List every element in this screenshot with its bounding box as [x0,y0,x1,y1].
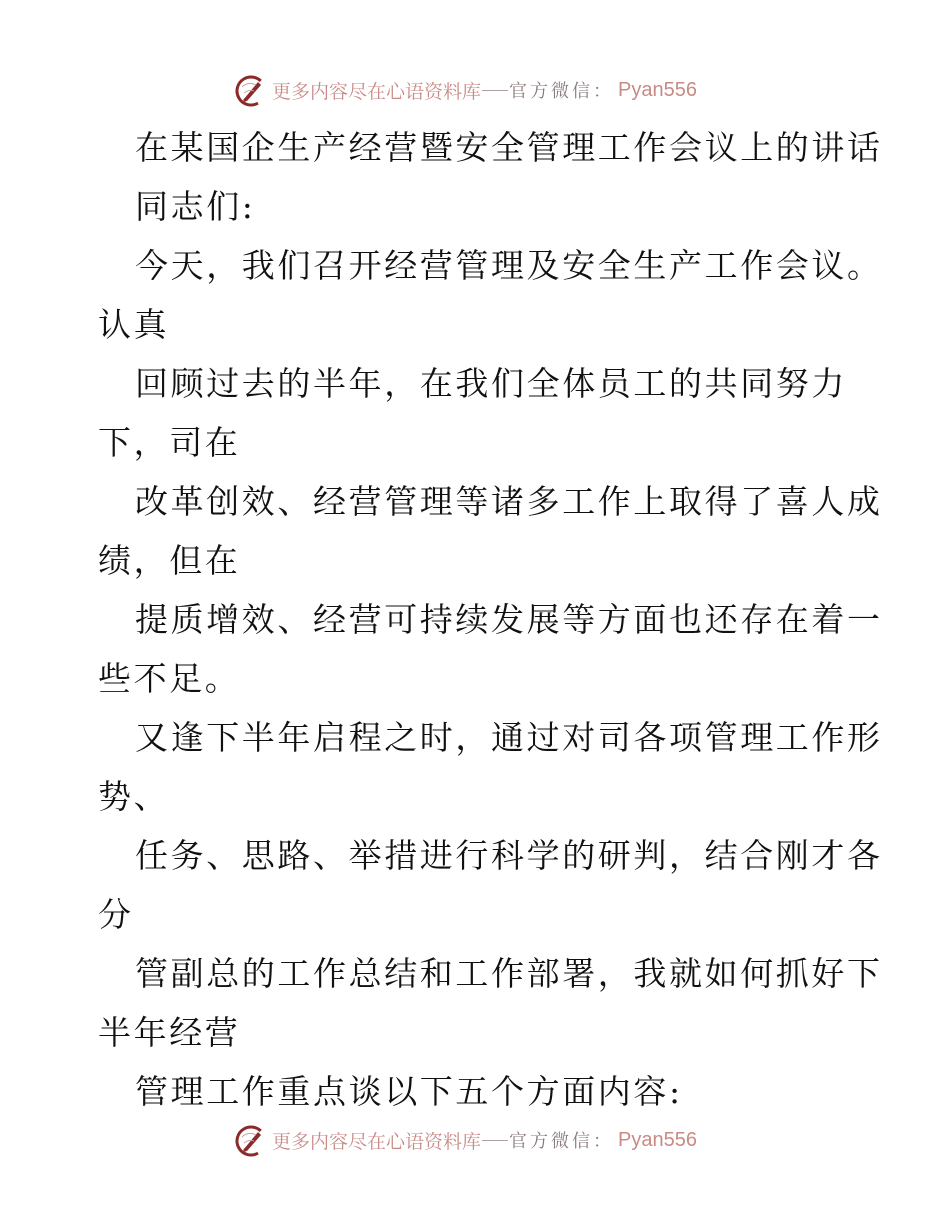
salutation: 同志们: [135,187,256,226]
quill-pen-logo-icon [234,73,268,107]
paragraph-line: 改革创效、经营管理等诸多工作上取得了喜人成 [135,482,883,521]
watermark-wechat-label: 官方微信： [509,1131,615,1152]
paragraph-line: 下，司在 [98,423,241,462]
document-title: 在某国企生产经营暨安全管理工作会议上的讲话 [135,128,883,167]
paragraph-line: 又逢下半年启程之时，通过对司各项管理工作形 [135,718,883,757]
watermark-site-text: 更多内容尽在心语资料库 [272,80,482,103]
quill-pen-logo-icon [234,1123,268,1157]
paragraph-line: 认真 [98,305,170,344]
paragraph-line: 势、 [98,777,170,816]
watermark-site-text: 更多内容尽在心语资料库 [272,1130,482,1153]
paragraph-line: 任务、思路、举措进行科学的研判，结合刚才各 [135,836,883,875]
header-watermark [234,72,697,108]
paragraph-line: 半年经营 [98,1013,241,1052]
watermark-wechat-label: 官方微信： [509,81,615,102]
paragraph-line: 些不足。 [98,659,241,698]
paragraph-line: 分 [98,895,134,934]
paragraph-line: 回顾过去的半年，在我们全体员工的共同努力 [135,364,847,403]
watermark-wechat-id: Pyan556 [618,1128,697,1151]
paragraph-line: 管理工作重点谈以下五个方面内容: [135,1072,683,1111]
paragraph-line: 提质增效、经营可持续发展等方面也还存在着一 [135,600,883,639]
document-body [98,124,883,1127]
watermark-dash [482,1140,508,1141]
paragraph-line: 管副总的工作总结和工作部署，我就如何抓好下 [135,954,883,993]
footer-watermark [234,1122,697,1158]
paragraph-line: 今天，我们召开经营管理及安全生产工作会议。 [135,246,883,285]
paragraph-line: 绩，但在 [98,541,241,580]
watermark-wechat-id: Pyan556 [618,78,697,101]
watermark-dash [482,90,508,91]
